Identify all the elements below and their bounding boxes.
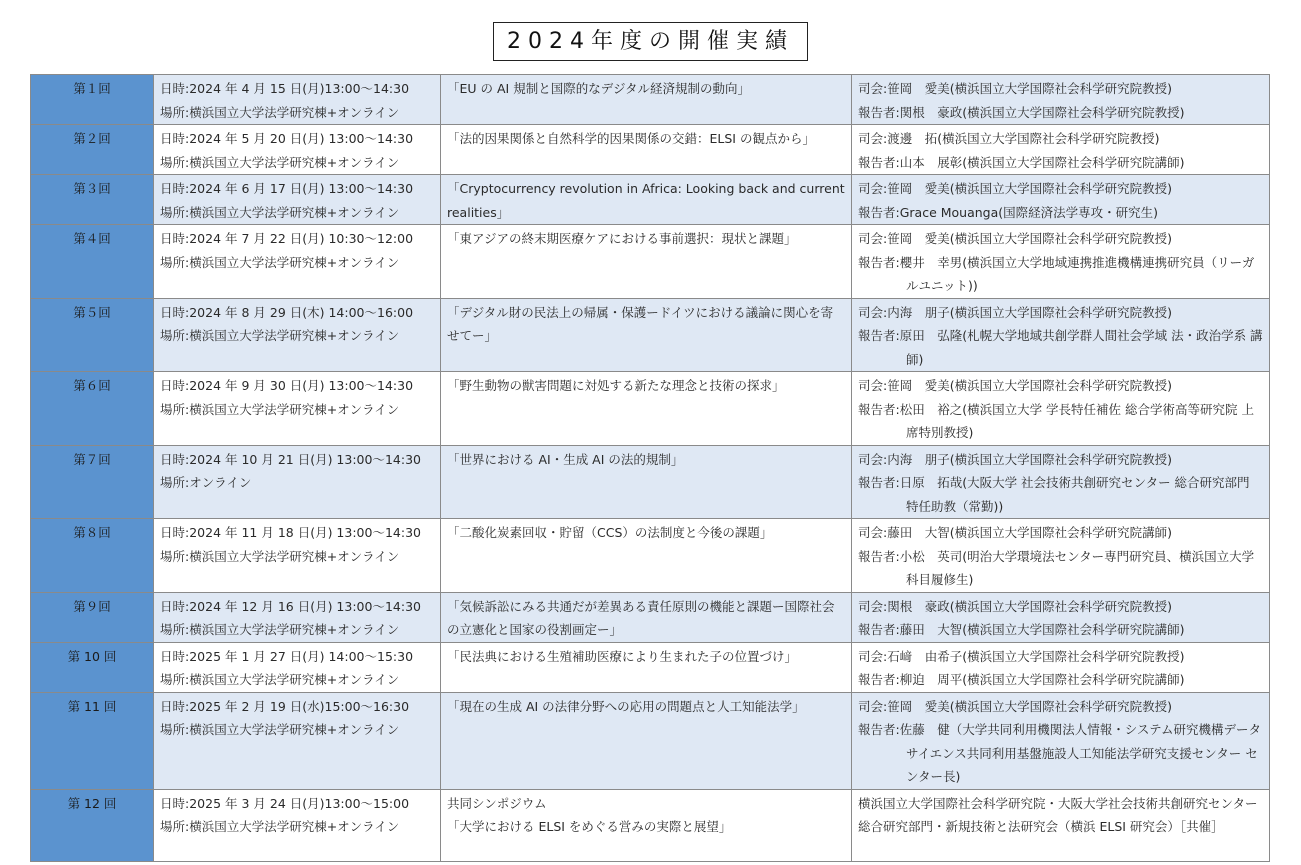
table-row bbox=[31, 225, 1270, 299]
event-datetime-cell bbox=[154, 642, 441, 692]
table-row bbox=[31, 298, 1270, 372]
event-datetime-cell bbox=[154, 445, 441, 519]
event-topic-cell bbox=[441, 789, 852, 861]
event-place: 場所:横浜国立大学法学研究棟+オンライン bbox=[160, 722, 400, 737]
event-people-cell bbox=[852, 175, 1270, 225]
event-chair: 司会:笹岡 愛美(横浜国立大学国際社会科学研究院教授) bbox=[858, 378, 1172, 393]
event-place: 場所:横浜国立大学法学研究棟+オンライン bbox=[160, 401, 400, 417]
event-topic-cell bbox=[441, 175, 852, 225]
table-row bbox=[31, 445, 1270, 519]
session-number: 第 10 回 bbox=[31, 642, 154, 692]
session-number: 第８回 bbox=[31, 519, 154, 593]
event-chair: 司会:石﨑 由希子(横浜国立大学国際社会科学研究院教授) bbox=[858, 648, 1185, 664]
event-people-cell bbox=[852, 225, 1270, 299]
table-row bbox=[31, 692, 1270, 789]
event-reporter: 報告者:藤田 大智(横浜国立大学国際社会科学研究院講師) bbox=[858, 622, 1185, 637]
event-people-cell bbox=[852, 372, 1270, 446]
event-place: 場所:横浜国立大学法学研究棟+オンライン bbox=[160, 622, 400, 637]
event-chair: 司会:関根 豪政(横浜国立大学国際社会科学研究院教授) bbox=[858, 598, 1172, 614]
event-people-cell bbox=[852, 125, 1270, 175]
event-chair: 司会:内海 朋子(横浜国立大学国際社会科学研究院教授) bbox=[858, 304, 1172, 320]
session-number: 第６回 bbox=[31, 372, 154, 446]
table-row bbox=[31, 592, 1270, 642]
event-topic-cell bbox=[441, 592, 852, 642]
events-table bbox=[30, 74, 1270, 862]
event-people-cell bbox=[852, 75, 1270, 125]
event-chair: 司会:笹岡 愛美(横浜国立大学国際社会科学研究院教授) bbox=[858, 698, 1172, 714]
event-reporter: 報告者:櫻井 幸男(横浜国立大学地域連携推進機構連携研究員（リーガルユニット)) bbox=[858, 254, 1255, 293]
event-date: 日時:2024 年 9 月 30 日(月) 13:00～14:30 bbox=[160, 378, 414, 393]
page-title: 2024年度の開催実績 bbox=[493, 22, 808, 61]
event-people-cell bbox=[852, 445, 1270, 519]
event-date: 日時:2024 年 7 月 22 日(月) 10:30～12:00 bbox=[160, 231, 414, 246]
session-number: 第 11 回 bbox=[31, 692, 154, 789]
event-reporter: 報告者:松田 裕之(横浜国立大学 学長特任補佐 総合学術高等研究院 上席特別教授) bbox=[858, 401, 1255, 440]
event-topic-cell bbox=[441, 298, 852, 372]
event-chair: 司会:内海 朋子(横浜国立大学国際社会科学研究院教授) bbox=[858, 451, 1172, 467]
event-place: 場所:横浜国立大学法学研究棟+オンライン bbox=[160, 819, 400, 834]
event-place: 場所:横浜国立大学法学研究棟+オンライン bbox=[160, 672, 400, 687]
event-datetime-cell bbox=[154, 75, 441, 125]
event-place: 場所:オンライン bbox=[160, 475, 252, 490]
event-chair: 司会:笹岡 愛美(横浜国立大学国際社会科学研究院教授) bbox=[858, 81, 1172, 96]
event-topic: 「野生動物の獣害問題に対処する新たな理念と技術の探求」 bbox=[447, 378, 785, 393]
event-date: 日時:2024 年 4 月 15 日(月)13:00～14:30 bbox=[160, 81, 410, 96]
event-reporter: 報告者:柳迫 周平(横浜国立大学国際社会科学研究院講師) bbox=[858, 672, 1185, 687]
session-number: 第１回 bbox=[31, 75, 154, 125]
table-row bbox=[31, 175, 1270, 225]
event-topic: 「二酸化炭素回収・貯留（CCS）の法制度と今後の課題」 bbox=[447, 525, 773, 540]
event-topic: 「東アジアの終末期医療ケアにおける事前選択：現状と課題」 bbox=[447, 231, 797, 246]
event-datetime-cell bbox=[154, 592, 441, 642]
session-number: 第５回 bbox=[31, 298, 154, 372]
event-chair: 司会:渡邊 拓(横浜国立大学国際社会科学研究院教授) bbox=[858, 131, 1160, 146]
event-people-cell bbox=[852, 298, 1270, 372]
event-people-cell bbox=[852, 642, 1270, 692]
event-place: 場所:横浜国立大学法学研究棟+オンライン bbox=[160, 328, 400, 343]
event-people-cell bbox=[852, 519, 1270, 593]
event-chair: 司会:笹岡 愛美(横浜国立大学国際社会科学研究院教授) bbox=[858, 231, 1172, 246]
event-datetime-cell bbox=[154, 175, 441, 225]
table-row bbox=[31, 75, 1270, 125]
event-chair: 司会:藤田 大智(横浜国立大学国際社会科学研究院講師) bbox=[858, 525, 1172, 540]
event-topic-cell bbox=[441, 225, 852, 299]
table-row bbox=[31, 519, 1270, 593]
event-reporter: 報告者:小松 英司(明治大学環境法センター専門研究員、横浜国立大学科目履修生) bbox=[858, 548, 1255, 587]
event-topic-cell bbox=[441, 125, 852, 175]
event-datetime-cell bbox=[154, 372, 441, 446]
event-topic: 「気候訴訟にみる共通だが差異ある責任原則の機能と課題ー国際社会の立憲化と国家の役割画定ー」 bbox=[447, 598, 835, 637]
event-topic-cell bbox=[441, 642, 852, 692]
event-date: 日時:2024 年 11 月 18 日(月) 13:00～14:30 bbox=[160, 525, 421, 540]
event-datetime-cell bbox=[154, 789, 441, 861]
event-topic: 「EU の AI 規制と国際的なデジタル経済規制の動向」 bbox=[447, 81, 750, 96]
event-topic: 「民法典における生殖補助医療により生まれた子の位置づけ」 bbox=[447, 648, 798, 664]
event-topic: 「現在の生成 AI の法律分野への応用の問題点と人工知能法学」 bbox=[447, 698, 805, 714]
event-date: 日時:2025 年 3 月 24 日(月)13:00～15:00 bbox=[160, 795, 410, 811]
table-row bbox=[31, 789, 1270, 861]
event-reporter: 報告者:日原 拓哉(大阪大学 社会技術共創研究センター 総合研究部門 特任助教（常勤)) bbox=[858, 475, 1250, 514]
event-topic-cell bbox=[441, 692, 852, 789]
table-row bbox=[31, 642, 1270, 692]
event-topic-cell bbox=[441, 372, 852, 446]
event-datetime-cell bbox=[154, 298, 441, 372]
event-chair: 司会:笹岡 愛美(横浜国立大学国際社会科学研究院教授) bbox=[858, 181, 1172, 196]
event-date: 日時:2025 年 1 月 27 日(月) 14:00～15:30 bbox=[160, 648, 414, 664]
event-topic-subtitle: 「大学における ELSI をめぐる営みの実際と展望」 bbox=[447, 819, 732, 834]
event-topic: 「法的因果関係と自然科学的因果関係の交錯：ELSI の観点から」 bbox=[447, 131, 815, 146]
event-people-cell bbox=[852, 592, 1270, 642]
event-place: 場所:横浜国立大学法学研究棟+オンライン bbox=[160, 548, 400, 564]
event-people-cell bbox=[852, 692, 1270, 789]
event-chair: 横浜国立大学国際社会科学研究院・大阪大学社会技術共創研究センター総合研究部門・新規技術と法研究会（横浜 ELSI 研究会）［共催］ bbox=[858, 795, 1258, 834]
session-number: 第３回 bbox=[31, 175, 154, 225]
event-place: 場所:横浜国立大学法学研究棟+オンライン bbox=[160, 154, 400, 170]
event-topic-cell bbox=[441, 445, 852, 519]
event-date: 日時:2024 年 8 月 29 日(木) 14:00～16:00 bbox=[160, 304, 414, 320]
session-number: 第７回 bbox=[31, 445, 154, 519]
event-reporter: 報告者:Grace Mouanga(国際経済法学専攻・研究生) bbox=[858, 204, 1159, 220]
event-reporter: 報告者:原田 弘隆(札幌大学地域共創学群人間社会学域 法・政治学系 講師) bbox=[858, 328, 1263, 367]
event-reporter: 報告者:山本 展彰(横浜国立大学国際社会科学研究院講師) bbox=[858, 154, 1185, 170]
event-place: 場所:横浜国立大学法学研究棟+オンライン bbox=[160, 104, 400, 120]
table-row bbox=[31, 372, 1270, 446]
event-topic: 共同シンポジウム bbox=[447, 795, 547, 811]
event-datetime-cell bbox=[154, 519, 441, 593]
table-row bbox=[31, 125, 1270, 175]
session-number: 第２回 bbox=[31, 125, 154, 175]
event-place: 場所:横浜国立大学法学研究棟+オンライン bbox=[160, 204, 400, 220]
event-topic: 「世界における AI・生成 AI の法的規制」 bbox=[447, 451, 684, 467]
event-reporter: 報告者:佐藤 健（大学共同利用機関法人情報・システム研究機構データサイエンス共同利用基盤施設人工知能法学研究支援センター センター長) bbox=[858, 722, 1261, 784]
event-datetime-cell bbox=[154, 125, 441, 175]
session-number: 第 12 回 bbox=[31, 789, 154, 861]
event-date: 日時:2025 年 2 月 19 日(水)15:00～16:30 bbox=[160, 698, 410, 714]
event-date: 日時:2024 年 12 月 16 日(月) 13:00～14:30 bbox=[160, 598, 421, 614]
event-people-cell bbox=[852, 789, 1270, 861]
event-date: 日時:2024 年 10 月 21 日(月) 13:00～14:30 bbox=[160, 451, 421, 467]
event-date: 日時:2024 年 5 月 20 日(月) 13:00～14:30 bbox=[160, 131, 414, 146]
session-number: 第４回 bbox=[31, 225, 154, 299]
event-reporter: 報告者:関根 豪政(横浜国立大学国際社会科学研究院教授) bbox=[858, 104, 1185, 120]
event-topic: 「Cryptocurrency revolution in Africa: Looking back and current realities」 bbox=[447, 181, 845, 220]
event-datetime-cell bbox=[154, 225, 441, 299]
event-topic-cell bbox=[441, 519, 852, 593]
session-number: 第９回 bbox=[31, 592, 154, 642]
event-datetime-cell bbox=[154, 692, 441, 789]
event-date: 日時:2024 年 6 月 17 日(月) 13:00～14:30 bbox=[160, 181, 414, 196]
event-place: 場所:横浜国立大学法学研究棟+オンライン bbox=[160, 254, 400, 270]
event-topic-cell bbox=[441, 75, 852, 125]
event-topic: 「デジタル財の民法上の帰属・保護ードイツにおける議論に関心を寄せてー」 bbox=[447, 304, 834, 343]
